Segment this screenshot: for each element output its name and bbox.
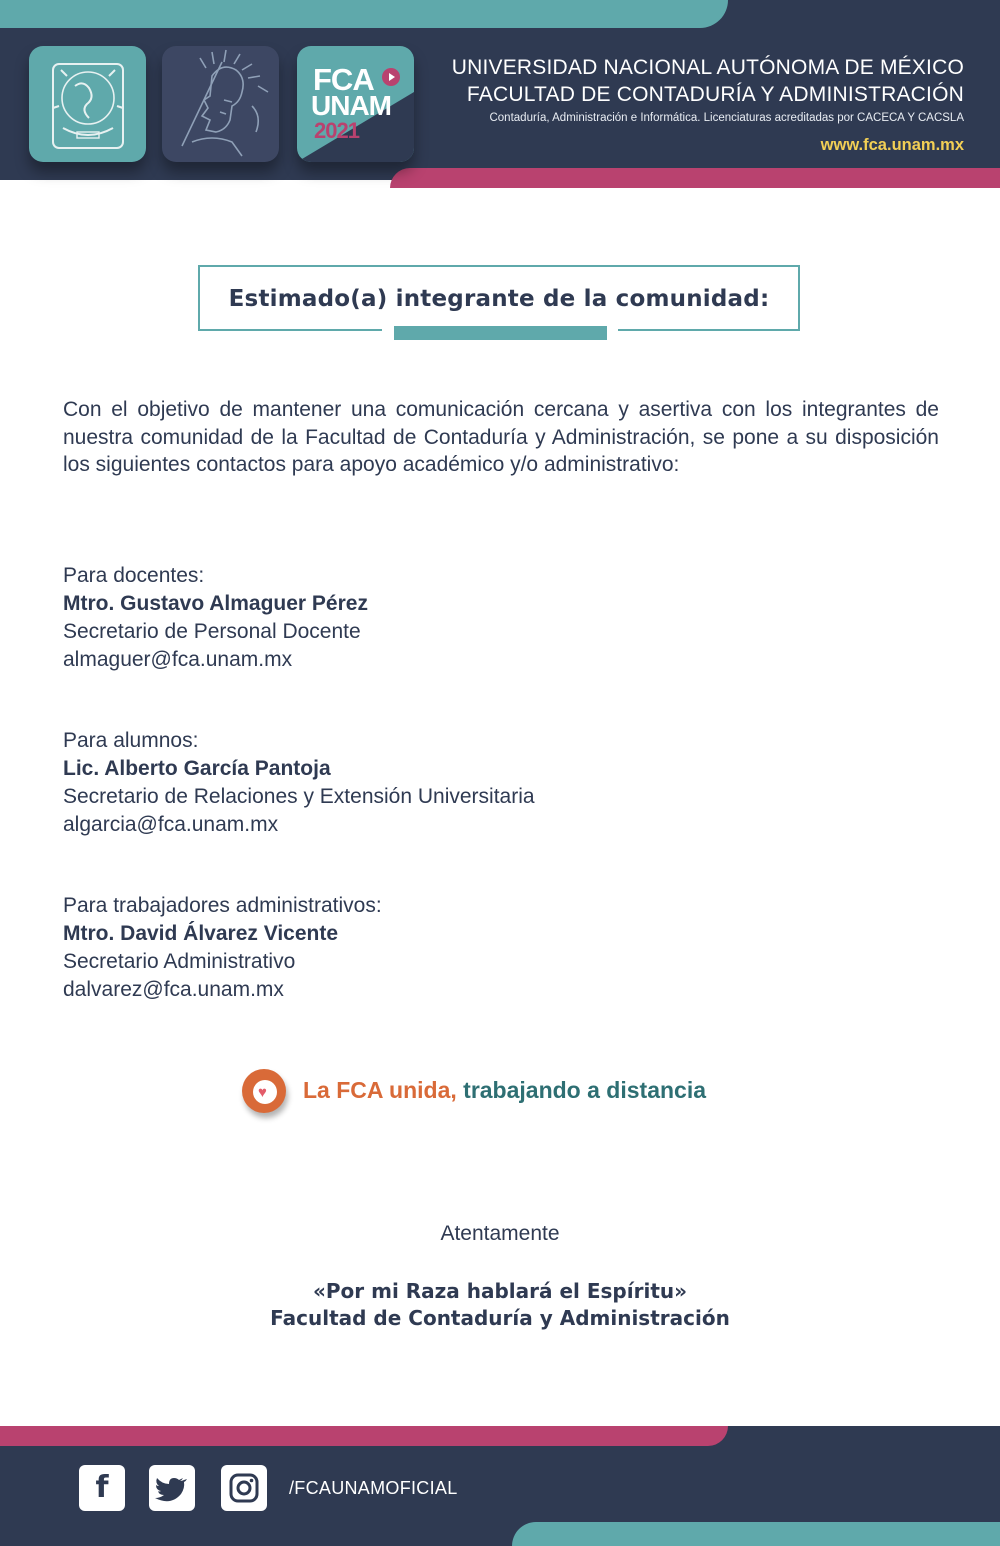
fca-logo-line1: FCA [313, 62, 374, 97]
contact-audience: Para docentes: [63, 564, 205, 587]
unam-seal-logo [29, 46, 146, 162]
university-name: UNIVERSIDAD NACIONAL AUTÓNOMA DE MÉXICO [451, 56, 964, 79]
instagram-icon [221, 1465, 267, 1511]
footer-pink-strip [0, 1426, 728, 1446]
contact-block-docentes [63, 562, 368, 674]
instagram-button[interactable] [221, 1465, 267, 1511]
fca-logo-line2: UNAM [311, 90, 391, 121]
slogan-banner [240, 1067, 780, 1113]
contact-email[interactable]: dalvarez@fca.unam.mx [63, 978, 284, 1001]
header-title-block [452, 54, 964, 155]
contact-email[interactable]: algarcia@fca.unam.mx [63, 813, 279, 836]
greeting-title: Estimado(a) integrante de la comunidad: [228, 286, 770, 312]
facebook-button[interactable] [79, 1465, 125, 1511]
closing-motto: «Por mi Raza hablará el Espíritu» [312, 1279, 688, 1303]
greeting-frame [198, 265, 800, 331]
heart-badge [242, 1069, 286, 1113]
fca-logo-line3: 2021 [314, 118, 359, 143]
unam-seal-icon [29, 46, 146, 162]
contact-name: Lic. Alberto García Pantoja [63, 757, 331, 780]
closing-motto-block [0, 1278, 1000, 1332]
greeting-accent-bar [394, 326, 607, 340]
header-pink-band [390, 168, 1000, 188]
aztec-warrior-logo [162, 46, 279, 162]
contact-audience: Para trabajadores administrativos: [63, 894, 382, 917]
slogan-text [303, 1077, 706, 1104]
twitter-icon [149, 1465, 195, 1511]
faculty-name: FACULTAD DE CONTADURÍA Y ADMINISTRACIÓN [466, 83, 964, 106]
closing-signature: Facultad de Contaduría y Administración [270, 1306, 730, 1330]
contact-email[interactable]: almaguer@fca.unam.mx [63, 648, 293, 671]
fca-unam-2021-logo [297, 46, 414, 162]
facebook-icon: f [95, 1470, 109, 1505]
play-icon [382, 68, 400, 86]
header-tagline: Contaduría, Administración e Informática. Licenciaturas acreditadas por CACECA Y CACSLA [489, 112, 964, 124]
contact-name: Mtro. David Álvarez Vicente [63, 922, 339, 945]
heart-badge-inner [253, 1080, 277, 1104]
twitter-button[interactable] [149, 1465, 195, 1511]
slogan-part2: trabajando a distancia [463, 1077, 707, 1103]
contact-block-alumnos [63, 727, 535, 839]
contact-role: Secretario Administrativo [63, 950, 296, 973]
aztec-warrior-icon [162, 46, 279, 162]
contact-audience: Para alumnos: [63, 729, 199, 752]
contact-block-administrativos [63, 892, 382, 1004]
website-link[interactable]: www.fca.unam.mx [820, 136, 964, 154]
social-handle[interactable]: /FCAUNAMOFICIAL [289, 1478, 458, 1498]
footer-teal-strip [512, 1522, 1000, 1546]
contact-name: Mtro. Gustavo Almaguer Pérez [63, 592, 368, 615]
header-teal-strip [0, 0, 728, 28]
intro-paragraph: Con el objetivo de mantener una comunicación cercana y asertiva con los integrantes de nuestra comunidad de la Facultad de Contaduría y Administración, se pone a su disposición los siguientes contactos para apoyo académico y/o administrativo: [63, 398, 939, 476]
contact-role: Secretario de Relaciones y Extensión Universitaria [63, 785, 535, 808]
closing-regards: Atentamente [440, 1222, 560, 1245]
slogan-part1: La FCA unida, [303, 1077, 464, 1103]
heart-icon: ♥ [258, 1084, 267, 1101]
contact-role: Secretario de Personal Docente [63, 620, 361, 643]
